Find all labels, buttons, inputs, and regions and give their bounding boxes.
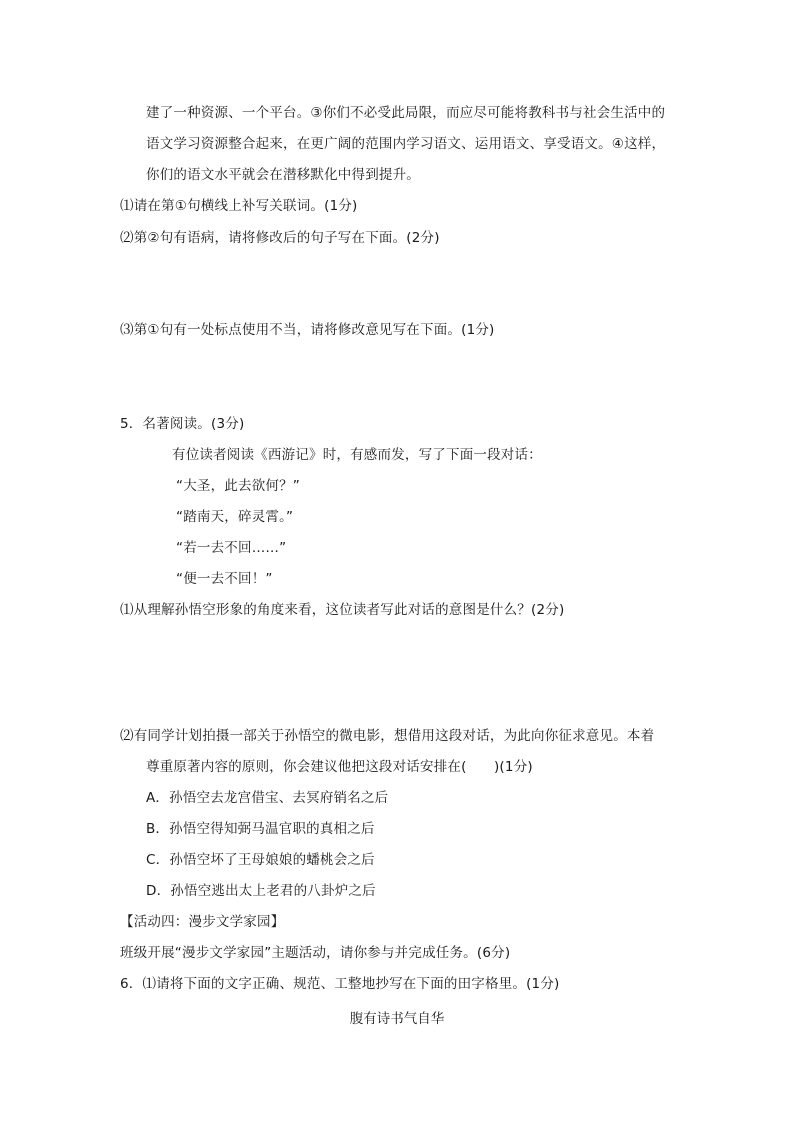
question-5-title: 5．名著阅读。(3分) (120, 416, 245, 432)
dialogue-line-2: “踏南天，碎灵霄。” (176, 509, 294, 525)
question-5-2-line-2: 尊重原著内容的原则，你会建议他把这段对话安排在( )(1分) (146, 759, 533, 775)
dialogue-line-4: “便一去不回！” (176, 571, 273, 587)
option-d: D．孙悟空逃出太上老君的八卦炉之后 (146, 883, 376, 899)
copy-text: 腹有诗书气自华 (349, 1011, 445, 1027)
activity-4-intro: 班级开展“漫步文学家园”主题活动，请你参与并完成任务。(6分) (120, 945, 511, 961)
question-6-1: 6．⑴请将下面的文字正确、规范、工整地抄写在下面的田字格里。(1分) (120, 976, 560, 992)
question-4-2: ⑵第②句有语病，请将修改后的句子写在下面。(2分) (120, 230, 440, 246)
question-4-1: ⑴请在第①句横线上补写关联词。(1分) (120, 198, 358, 214)
dialogue-line-1: “大圣，此去欲何？” (176, 478, 300, 494)
paragraph-line-3: 你们的语文水平就会在潜移默化中得到提升。 (146, 167, 420, 183)
question-5-intro: 有位读者阅读《西游记》时，有感而发，写了下面一段对话： (172, 447, 542, 463)
activity-4-heading: 【活动四：漫步文学家园】 (120, 914, 285, 930)
paragraph-line-1: 建了一种资源、一个平台。③你们不必受此局限，而应尽可能将教科书与社会生活中的 (146, 105, 666, 121)
question-4-3: ⑶第①句有一处标点使用不当，请将修改意见写在下面。(1分) (120, 322, 495, 338)
option-c: C．孙悟空坏了王母娘娘的蟠桃会之后 (146, 852, 375, 868)
paragraph-line-2: 语文学习资源整合起来，在更广阔的范围内学习语文、运用语文、享受语文。④这样， (146, 136, 666, 152)
dialogue-line-3: “若一去不回……” (176, 540, 287, 556)
option-a: A．孙悟空去龙宫借宝、去冥府销名之后 (146, 790, 389, 806)
option-b: B．孙悟空得知弼马温官职的真相之后 (146, 821, 375, 837)
question-5-1: ⑴从理解孙悟空形象的角度来看，这位读者写此对话的意图是什么？(2分) (120, 602, 565, 618)
question-5-2-line-1: ⑵有同学计划拍摄一部关于孙悟空的微电影，想借用这段对话，为此向你征求意见。本着 (120, 728, 655, 744)
